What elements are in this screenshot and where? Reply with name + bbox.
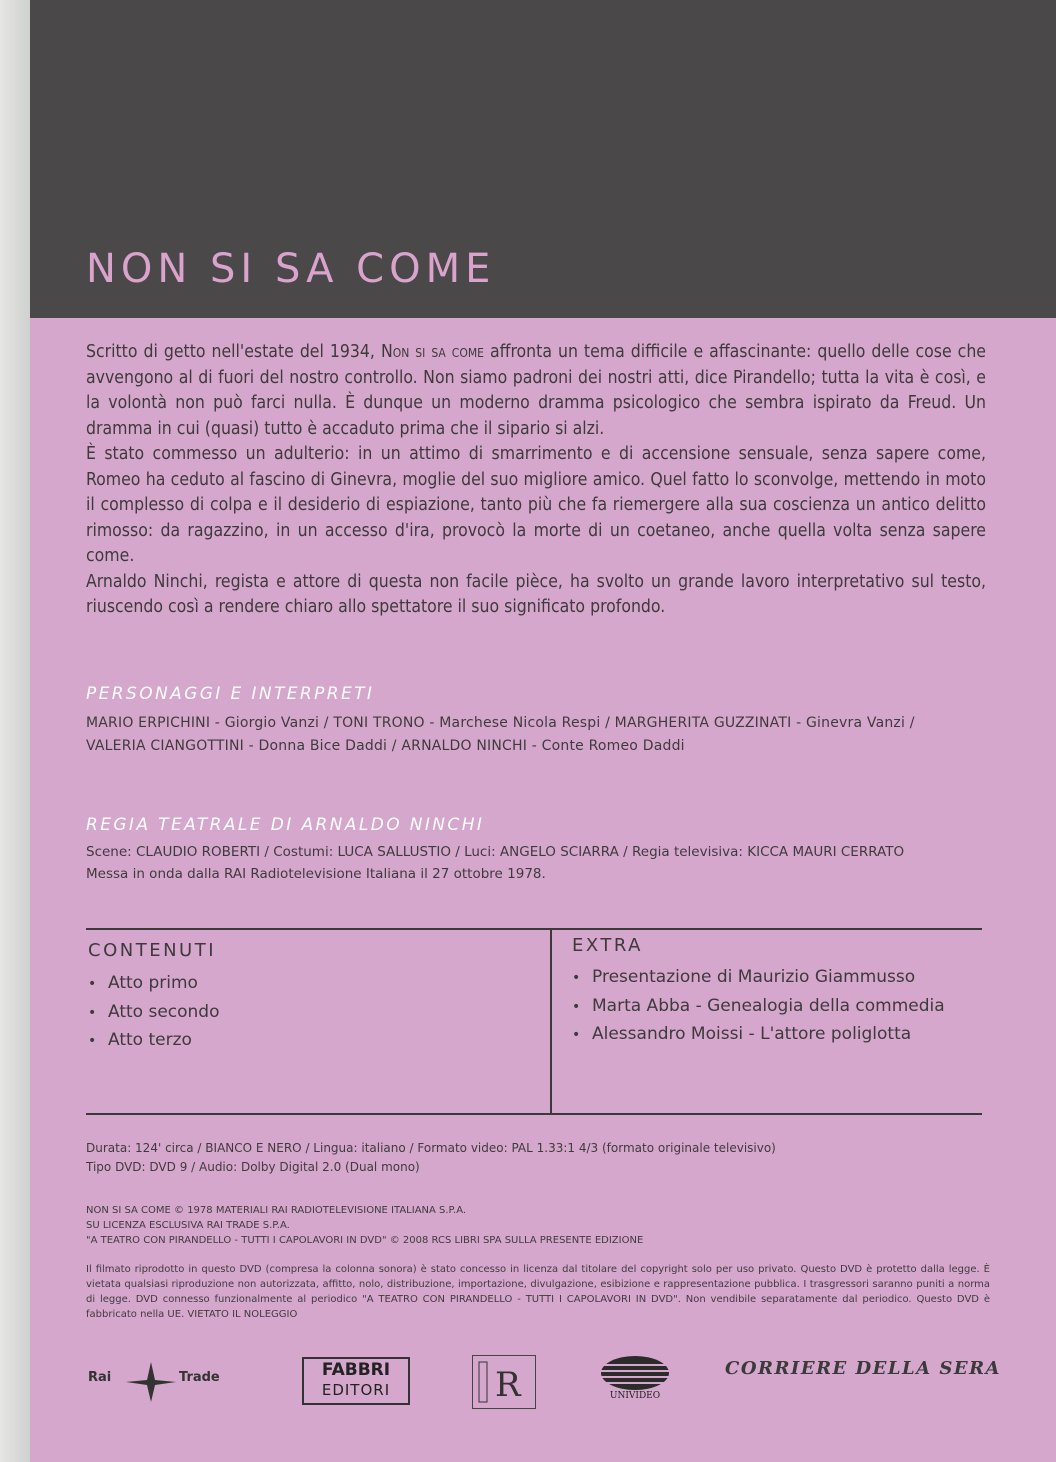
cast-list — [86, 712, 996, 758]
contents-item: • Atto terzo — [88, 1027, 220, 1056]
rai-text: Rai — [88, 1370, 112, 1385]
cast-line: MARIO ERPICHINI - Giorgio Vanzi / TONI TRONO - Marchese Nicola Respi / MARGHERITA GUZZINATI - Ginevra Vanzi / — [86, 715, 915, 731]
corriere-della-sera-logo: CORRIERE DELLA SERA — [725, 1358, 1002, 1379]
dvd-back-cover — [30, 0, 1056, 1462]
videorai-mark-icon — [473, 1356, 535, 1408]
synopsis-paragraph-2: È stato commesso un adulterio: in un attimo di smarrimento e di accensione sensuale, senza sapere come, Romeo ha ceduto al fascino di Ginevra, moglie del suo migliore amico. Quel fatto lo sconvolge, mettendo in moto il complesso di colpa e il desiderio di espiazione, tanto più che fa riemergere alla sua coscienza un antico delitto rimosso: da ragazzino, in un accesso d'ira, provocò la morte di un coetaneo, anche quella volta senza sapere come. — [86, 444, 986, 566]
fabbri-editori-logo: FABBRI EDITORI — [302, 1357, 410, 1405]
extra-item: • Marta Abba - Genealogia della commedia — [572, 993, 945, 1022]
credits — [86, 841, 996, 885]
copyright-line: "A TEATRO CON PIRANDELLO - TUTTI I CAPOLAVORI IN DVD" © 2008 RCS LIBRI SPA SULLA PRESENTE EDIZIONE — [86, 1235, 644, 1246]
trade-text: Trade — [179, 1370, 220, 1385]
page-title: NON SI SA COME — [86, 246, 496, 292]
univideo-logo: UNIVIDEO — [595, 1355, 675, 1405]
extra-list — [572, 964, 945, 1050]
divider-bottom — [86, 1113, 982, 1115]
videorai-logo — [472, 1355, 536, 1409]
copyright-line: SU LICENZA ESCLUSIVA RAI TRADE S.P.A. — [86, 1220, 290, 1231]
svg-text:R: R — [495, 1365, 521, 1405]
univideo-globe-icon — [595, 1355, 675, 1391]
cast-line: VALERIA CIANGOTTINI - Donna Bice Daddi / ARNALDO NINCHI - Conte Romeo Daddi — [86, 738, 685, 754]
copyright-line: NON SI SA COME © 1978 MATERIALI RAI RADIOTELEVISIONE ITALIANA S.P.A. — [86, 1205, 467, 1216]
extra-item: • Presentazione di Maurizio Giammusso — [572, 964, 945, 993]
synopsis-paragraph-1: Scritto di getto nell'estate del 1934, Non si sa come affronta un tema difficile e affascinante: quello delle cose che avvengono al di fuori del nostro controllo. Non siamo padroni dei nostri atti, dice Pirandello; tutta la vita è così, e la volontà non può farci nulla. È dunque un moderno dramma psicologico che sembra ispirato da Freud. Un dramma in cui (quasi) tutto è accaduto prima che il sipario si alzi. — [86, 342, 987, 439]
broadcast-line: Messa in onda dalla RAI Radiotelevisione Italiana il 27 ottobre 1978. — [86, 866, 546, 882]
spec-line: Tipo DVD: DVD 9 / Audio: Dolby Digital 2.0 (Dual mono) — [86, 1160, 420, 1174]
contents-item: • Atto secondo — [88, 999, 220, 1028]
extra-heading: EXTRA — [572, 935, 643, 956]
divider-vertical — [550, 930, 552, 1115]
direction-heading: REGIA TEATRALE DI ARNALDO NINCHI — [86, 815, 485, 835]
contents-item: • Atto primo — [88, 970, 220, 999]
technical-specs — [86, 1139, 776, 1177]
copyright-block — [86, 1203, 990, 1248]
top-band — [30, 0, 1056, 318]
contents-list — [88, 970, 220, 1056]
extra-item: • Alessandro Moissi - L'attore poliglotta — [572, 1021, 945, 1050]
rai-trade-logo — [88, 1358, 238, 1408]
rai-star-icon — [126, 1362, 176, 1402]
synopsis — [86, 340, 986, 621]
credits-line: Scene: CLAUDIO ROBERTI / Costumi: LUCA SALLUSTIO / Luci: ANGELO SCIARRA / Regia televisiva: KICCA MAURI CERRATO — [86, 844, 905, 860]
spec-line: Durata: 124' circa / BIANCO E NERO / Lingua: italiano / Formato video: PAL 1.33:1 4/3 (formato originale televisivo) — [86, 1141, 776, 1155]
inline-title: Non si sa come — [380, 342, 484, 362]
divider-top — [86, 928, 982, 930]
case-edge — [0, 0, 30, 1462]
contents-heading: CONTENUTI — [88, 940, 217, 961]
synopsis-paragraph-3: Arnaldo Ninchi, regista e attore di questa non facile pièce, ha svolto un grande lavoro interpretativo sul testo, riuscendo così a rendere chiaro allo spettatore il suo significato profondo. — [86, 571, 986, 617]
legal-notice: Il filmato riprodotto in questo DVD (compresa la colonna sonora) è stato concesso in licenza dal titolare del copyright solo per uso privato. Questo DVD è protetto dalla legge. È vietata qualsiasi riproduzione non autorizzata, affitto, nolo, distribuzione, importazione, divulgazione, esibizione e rappresentazione pubblica. I trasgressori saranno puniti a norma di legge. DVD connesso funzionalmente al periodico "A TEATRO CON PIRANDELLO - TUTTI I CAPOLAVORI IN DVD". Non vendibile separatamente dal periodico. Questo DVD è fabbricato nella UE. VIETATO IL NOLEGGIO — [86, 1264, 990, 1320]
cast-heading: PERSONAGGI E INTERPRETI — [86, 684, 375, 704]
